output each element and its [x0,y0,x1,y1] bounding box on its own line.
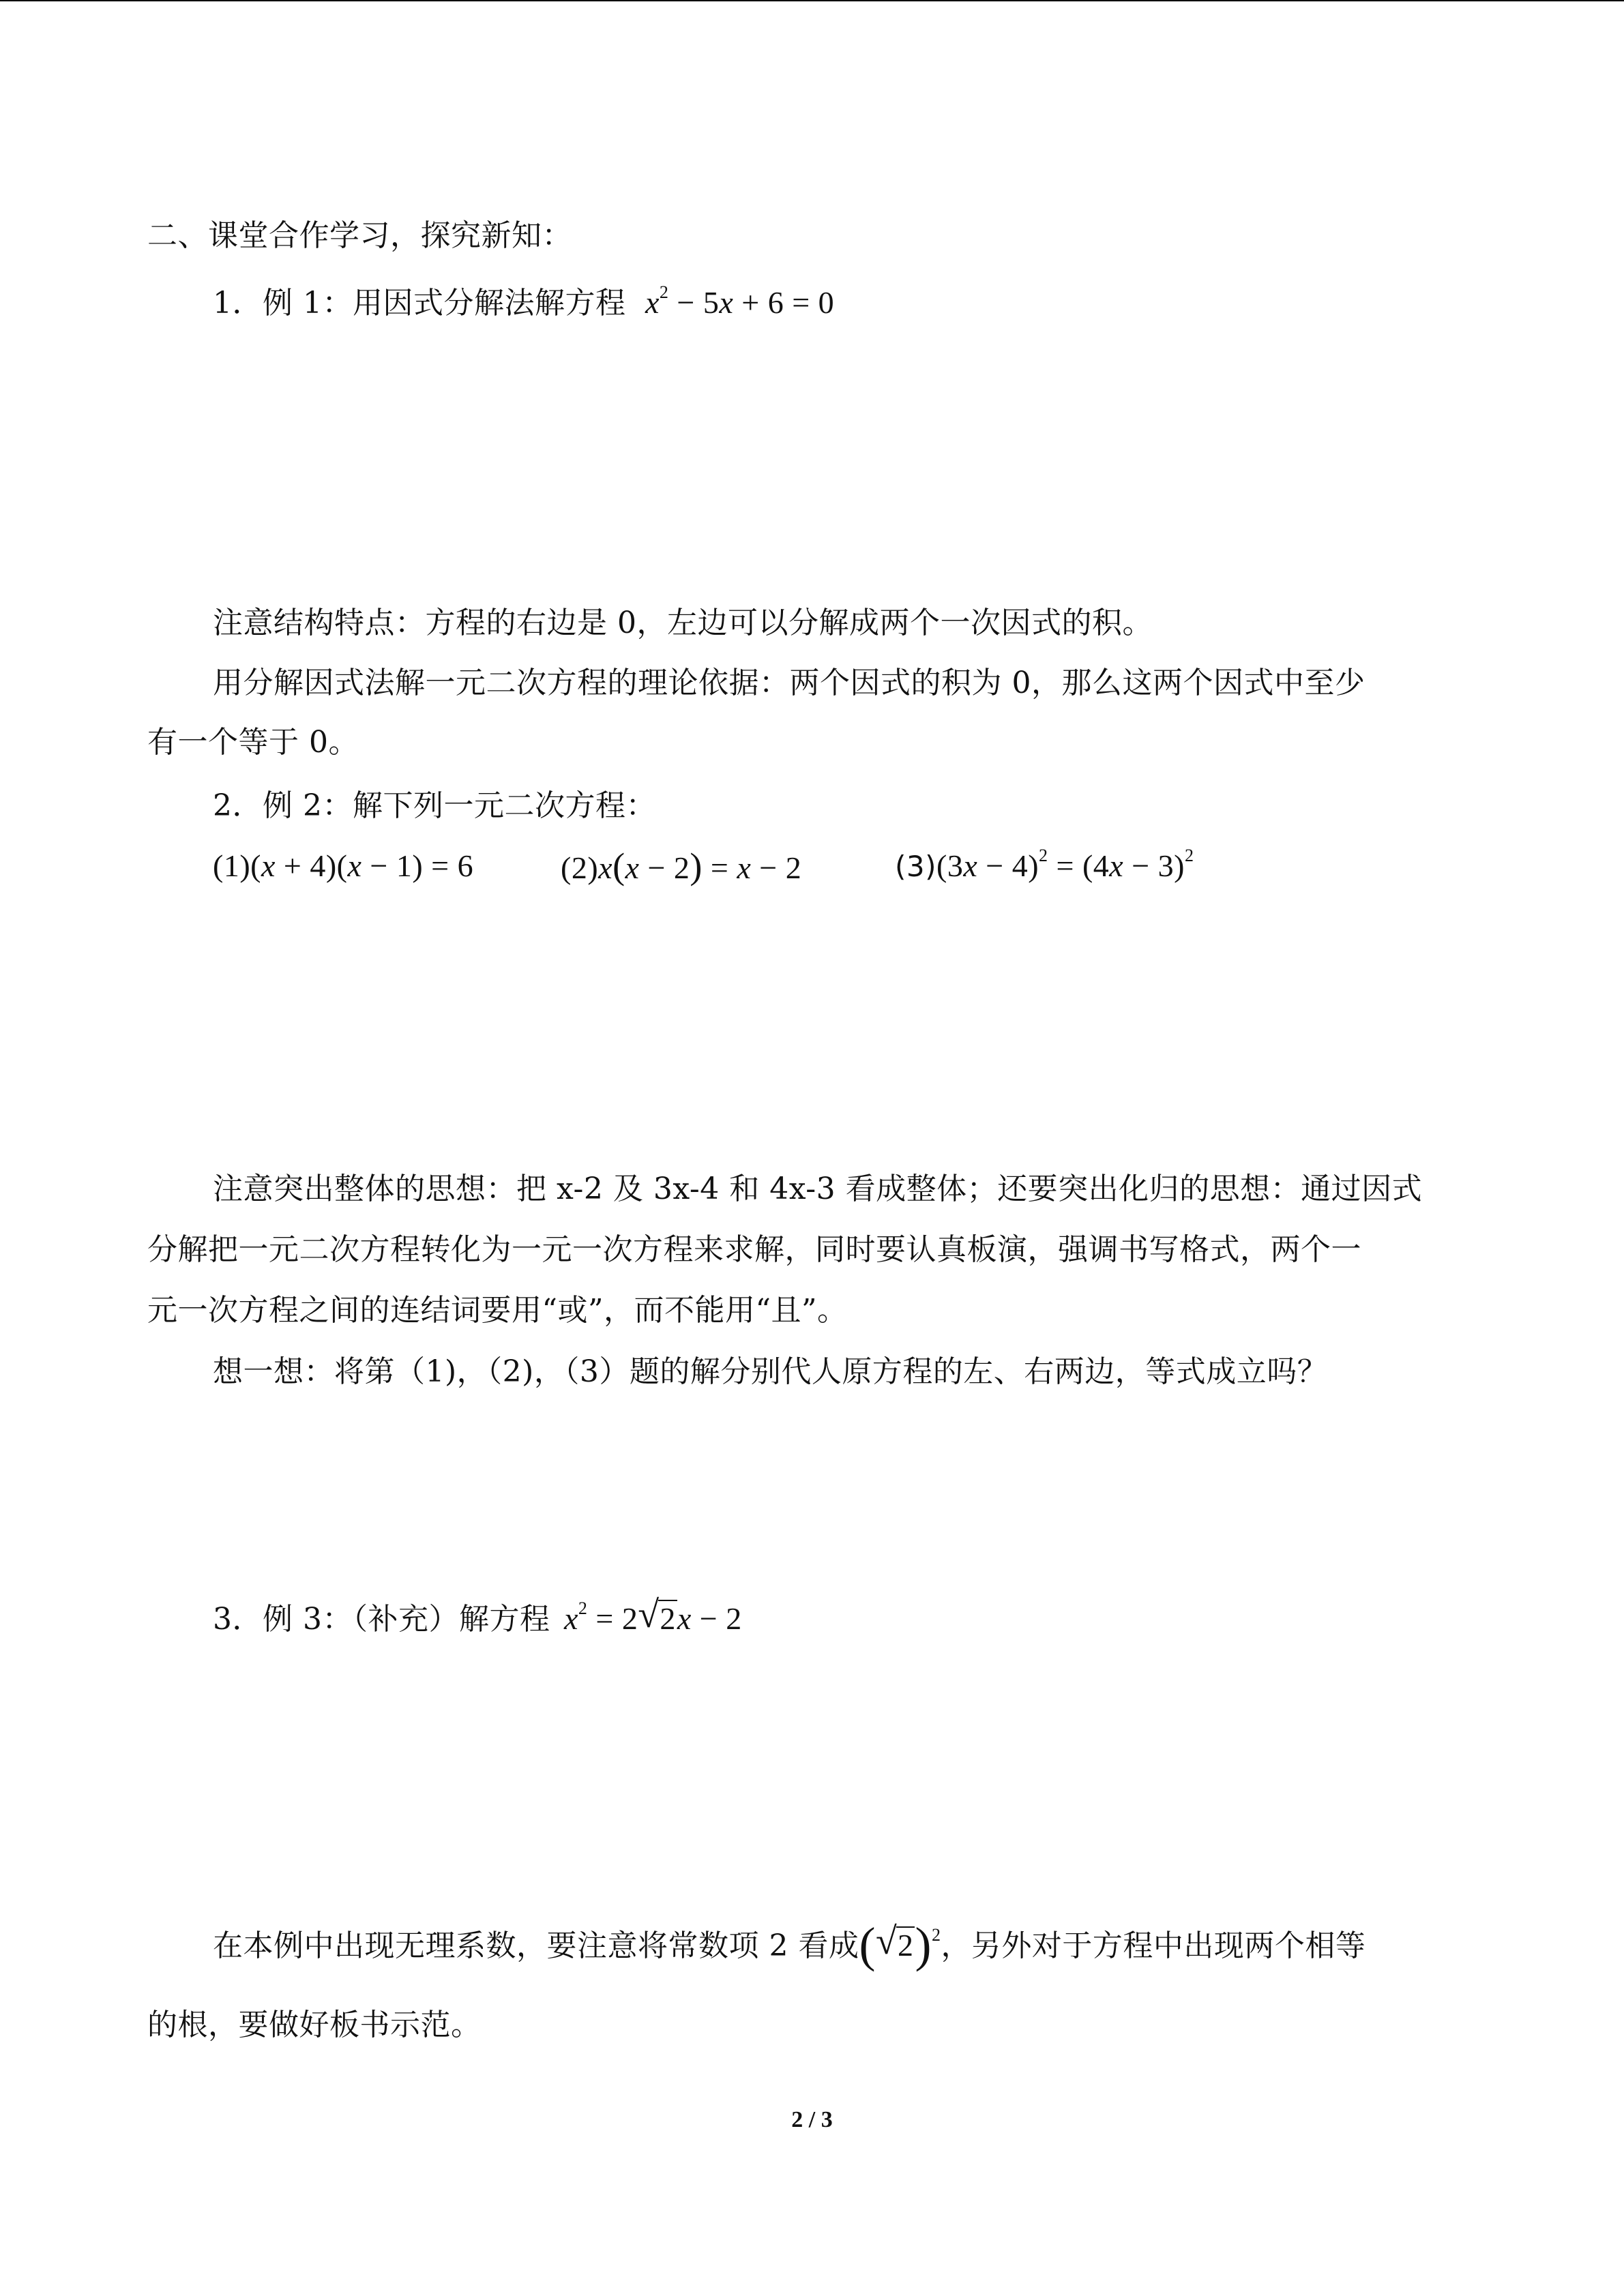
theory-line-2: 有一个等于 0。 [147,725,359,760]
example-3-equation: $x^2 = 2$ √ 2x − 2 [563,1594,742,1636]
note-irrational-text-b: ，另外对于方程中出现两个相等 [941,1928,1366,1963]
example-1-label: 1．例 1：用因式分解法解方程 [213,286,626,320]
note-structure: 注意结构特点：方程的右边是 0，左边可以分解成两个一次因式的积。 [213,606,1153,640]
example-2-eq2: (2)x(x − 2) = x − 2 [561,846,802,886]
note-irrational-text-a: 在本例中出现无理系数，要注意将常数项 2 看成 [213,1928,859,1963]
page-number: 2 / 3 [791,2107,833,2132]
example-1-equation: $x^2 - 5x + 6 = 0$ [645,282,835,320]
note-whole-line-2: 分解把一元二次方程转化为一元一次方程来求解，同时要认真板演，强调书写格式，两个一 [147,1232,1361,1267]
note-whole-line-1: 注意突出整体的思想：把 x-2 及 3x-4 和 4x-3 看成整体；还要突出化归的思想：通过因式 [213,1172,1423,1206]
section-heading: 二、课堂合作学习，探究新知： [147,218,572,253]
example-1 [213,282,834,324]
example-3-label: 3．例 3：（补充）解方程 [213,1602,550,1637]
example-3 [213,1594,742,1640]
sqrt2-squared: ( √ 2)$^2$ [859,1918,941,1972]
theory-line-1: 用分解因式法解一元二次方程的理论依据：两个因式的积为 0，那么这两个因式中至少 [213,666,1365,700]
note-whole-line-3: 元一次方程之间的连结词要用“或”，而不能用“且”。 [147,1293,848,1328]
note-irrational-line-1 [213,1918,1366,1972]
think-question: 想一想：将第（1)，（2)，（3）题的解分别代人原方程的左、右两边，等式成立吗？ [213,1354,1328,1389]
example-2-eq3: $(3)(3x - 4)^2 = (4x - 3)^2$ [895,846,1194,883]
example-2-label: 2．例 2：解下列一元二次方程： [213,788,656,823]
note-irrational-line-2: 的根，要做好板书示范。 [147,2008,482,2042]
example-2-eq1: (1)(x + 4)(x − 1) = 6 [213,848,474,883]
